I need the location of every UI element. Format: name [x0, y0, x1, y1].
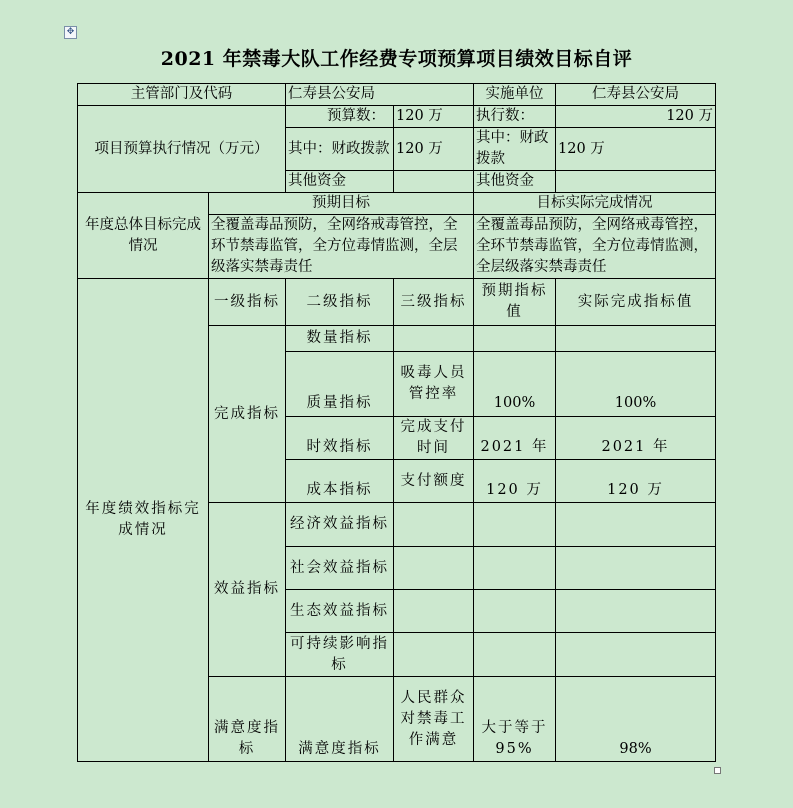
fiscal-label: 其中：财政拨款	[286, 128, 394, 171]
expected-cell: 100%	[474, 352, 556, 417]
level2-cell: 满意度指标	[286, 677, 394, 762]
level2-cell: 数量指标	[286, 326, 394, 352]
unit-value: 仁寿县公安局	[556, 84, 716, 106]
fiscal-value: 120 万	[394, 128, 474, 171]
budget-amount-label: 预算数：	[286, 106, 394, 128]
actual-cell	[556, 547, 716, 590]
fiscal-exec-value: 120 万	[556, 128, 716, 171]
level2-cell: 可持续影响指标	[286, 633, 394, 677]
expected-cell: 大于等于 95%	[474, 677, 556, 762]
exec-amount-value: 120 万	[556, 106, 716, 128]
group-benefit-label: 效益指标	[209, 503, 286, 677]
level3-cell	[394, 326, 474, 352]
other-funds-exec-label: 其他资金	[474, 171, 556, 193]
dept-label: 主管部门及代码	[78, 84, 286, 106]
level2-cell: 社会效益指标	[286, 547, 394, 590]
table-row	[78, 279, 716, 326]
fiscal-exec-label: 其中：财政拨款	[474, 128, 556, 171]
level3-cell	[394, 547, 474, 590]
expected-cell	[474, 633, 556, 677]
actual-goal-text: 全覆盖毒品预防，全网络戒毒管控，全环节禁毒监管，全方位毒情监测，全层级落实禁毒责任	[474, 215, 716, 279]
level2-cell: 成本指标	[286, 460, 394, 503]
expected-cell: 120 万	[474, 460, 556, 503]
level3-cell: 完成支付时间	[394, 417, 474, 460]
actual-cell: 120 万	[556, 460, 716, 503]
group-completion-label: 完成指标	[209, 326, 286, 503]
budget-amount-value: 120 万	[394, 106, 474, 128]
actual-cell: 100%	[556, 352, 716, 417]
other-funds-exec-value	[556, 171, 716, 193]
level3-cell	[394, 633, 474, 677]
expected-cell: 2021 年	[474, 417, 556, 460]
level3-cell	[394, 590, 474, 633]
expected-goal-header: 预期目标	[209, 193, 474, 215]
level3-cell	[394, 503, 474, 547]
actual-cell: 98%	[556, 677, 716, 762]
table-move-handle-icon[interactable]: ✥	[64, 26, 77, 39]
group-satisfaction-label: 满意度指标	[209, 677, 286, 762]
expected-cell	[474, 590, 556, 633]
expected-cell	[474, 326, 556, 352]
expected-goal-text: 全覆盖毒品预防，全网络戒毒管控，全环节禁毒监管，全方位毒情监测，全层级落实禁毒责任	[209, 215, 474, 279]
actual-cell	[556, 503, 716, 547]
dept-value: 仁寿县公安局	[286, 84, 474, 106]
actual-cell	[556, 326, 716, 352]
expected-cell	[474, 547, 556, 590]
other-funds-label: 其他资金	[286, 171, 394, 193]
table-row	[78, 193, 716, 215]
col-level2-header: 二级指标	[286, 279, 394, 326]
level2-cell: 生态效益指标	[286, 590, 394, 633]
actual-cell: 2021 年	[556, 417, 716, 460]
expected-cell	[474, 503, 556, 547]
table-row	[78, 84, 716, 106]
annual-goal-label: 年度总体目标完成情况	[78, 193, 209, 279]
exec-amount-label: 执行数：	[474, 106, 556, 128]
actual-cell	[556, 590, 716, 633]
level2-cell: 经济效益指标	[286, 503, 394, 547]
budget-label: 项目预算执行情况（万元）	[78, 106, 286, 193]
col-actual-header: 实际完成指标值	[556, 279, 716, 326]
col-level3-header: 三级指标	[394, 279, 474, 326]
actual-goal-header: 目标实际完成情况	[474, 193, 716, 215]
table-resize-handle[interactable]	[714, 767, 721, 774]
unit-label: 实施单位	[474, 84, 556, 106]
page-title: 2021 年禁毒大队工作经费专项预算项目绩效目标自评	[160, 48, 633, 70]
performance-table	[77, 83, 716, 762]
col-level1-header: 一级指标	[209, 279, 286, 326]
actual-cell	[556, 633, 716, 677]
table-row	[78, 106, 716, 128]
level3-cell: 支付额度	[394, 460, 474, 503]
col-expected-header: 预期指标值	[474, 279, 556, 326]
level2-cell: 时效指标	[286, 417, 394, 460]
performance-label: 年度绩效指标完成情况	[78, 279, 209, 762]
level2-cell: 质量指标	[286, 352, 394, 417]
level3-cell: 吸毒人员管控率	[394, 352, 474, 417]
other-funds-value	[394, 171, 474, 193]
level3-cell: 人民群众对禁毒工作满意	[394, 677, 474, 762]
